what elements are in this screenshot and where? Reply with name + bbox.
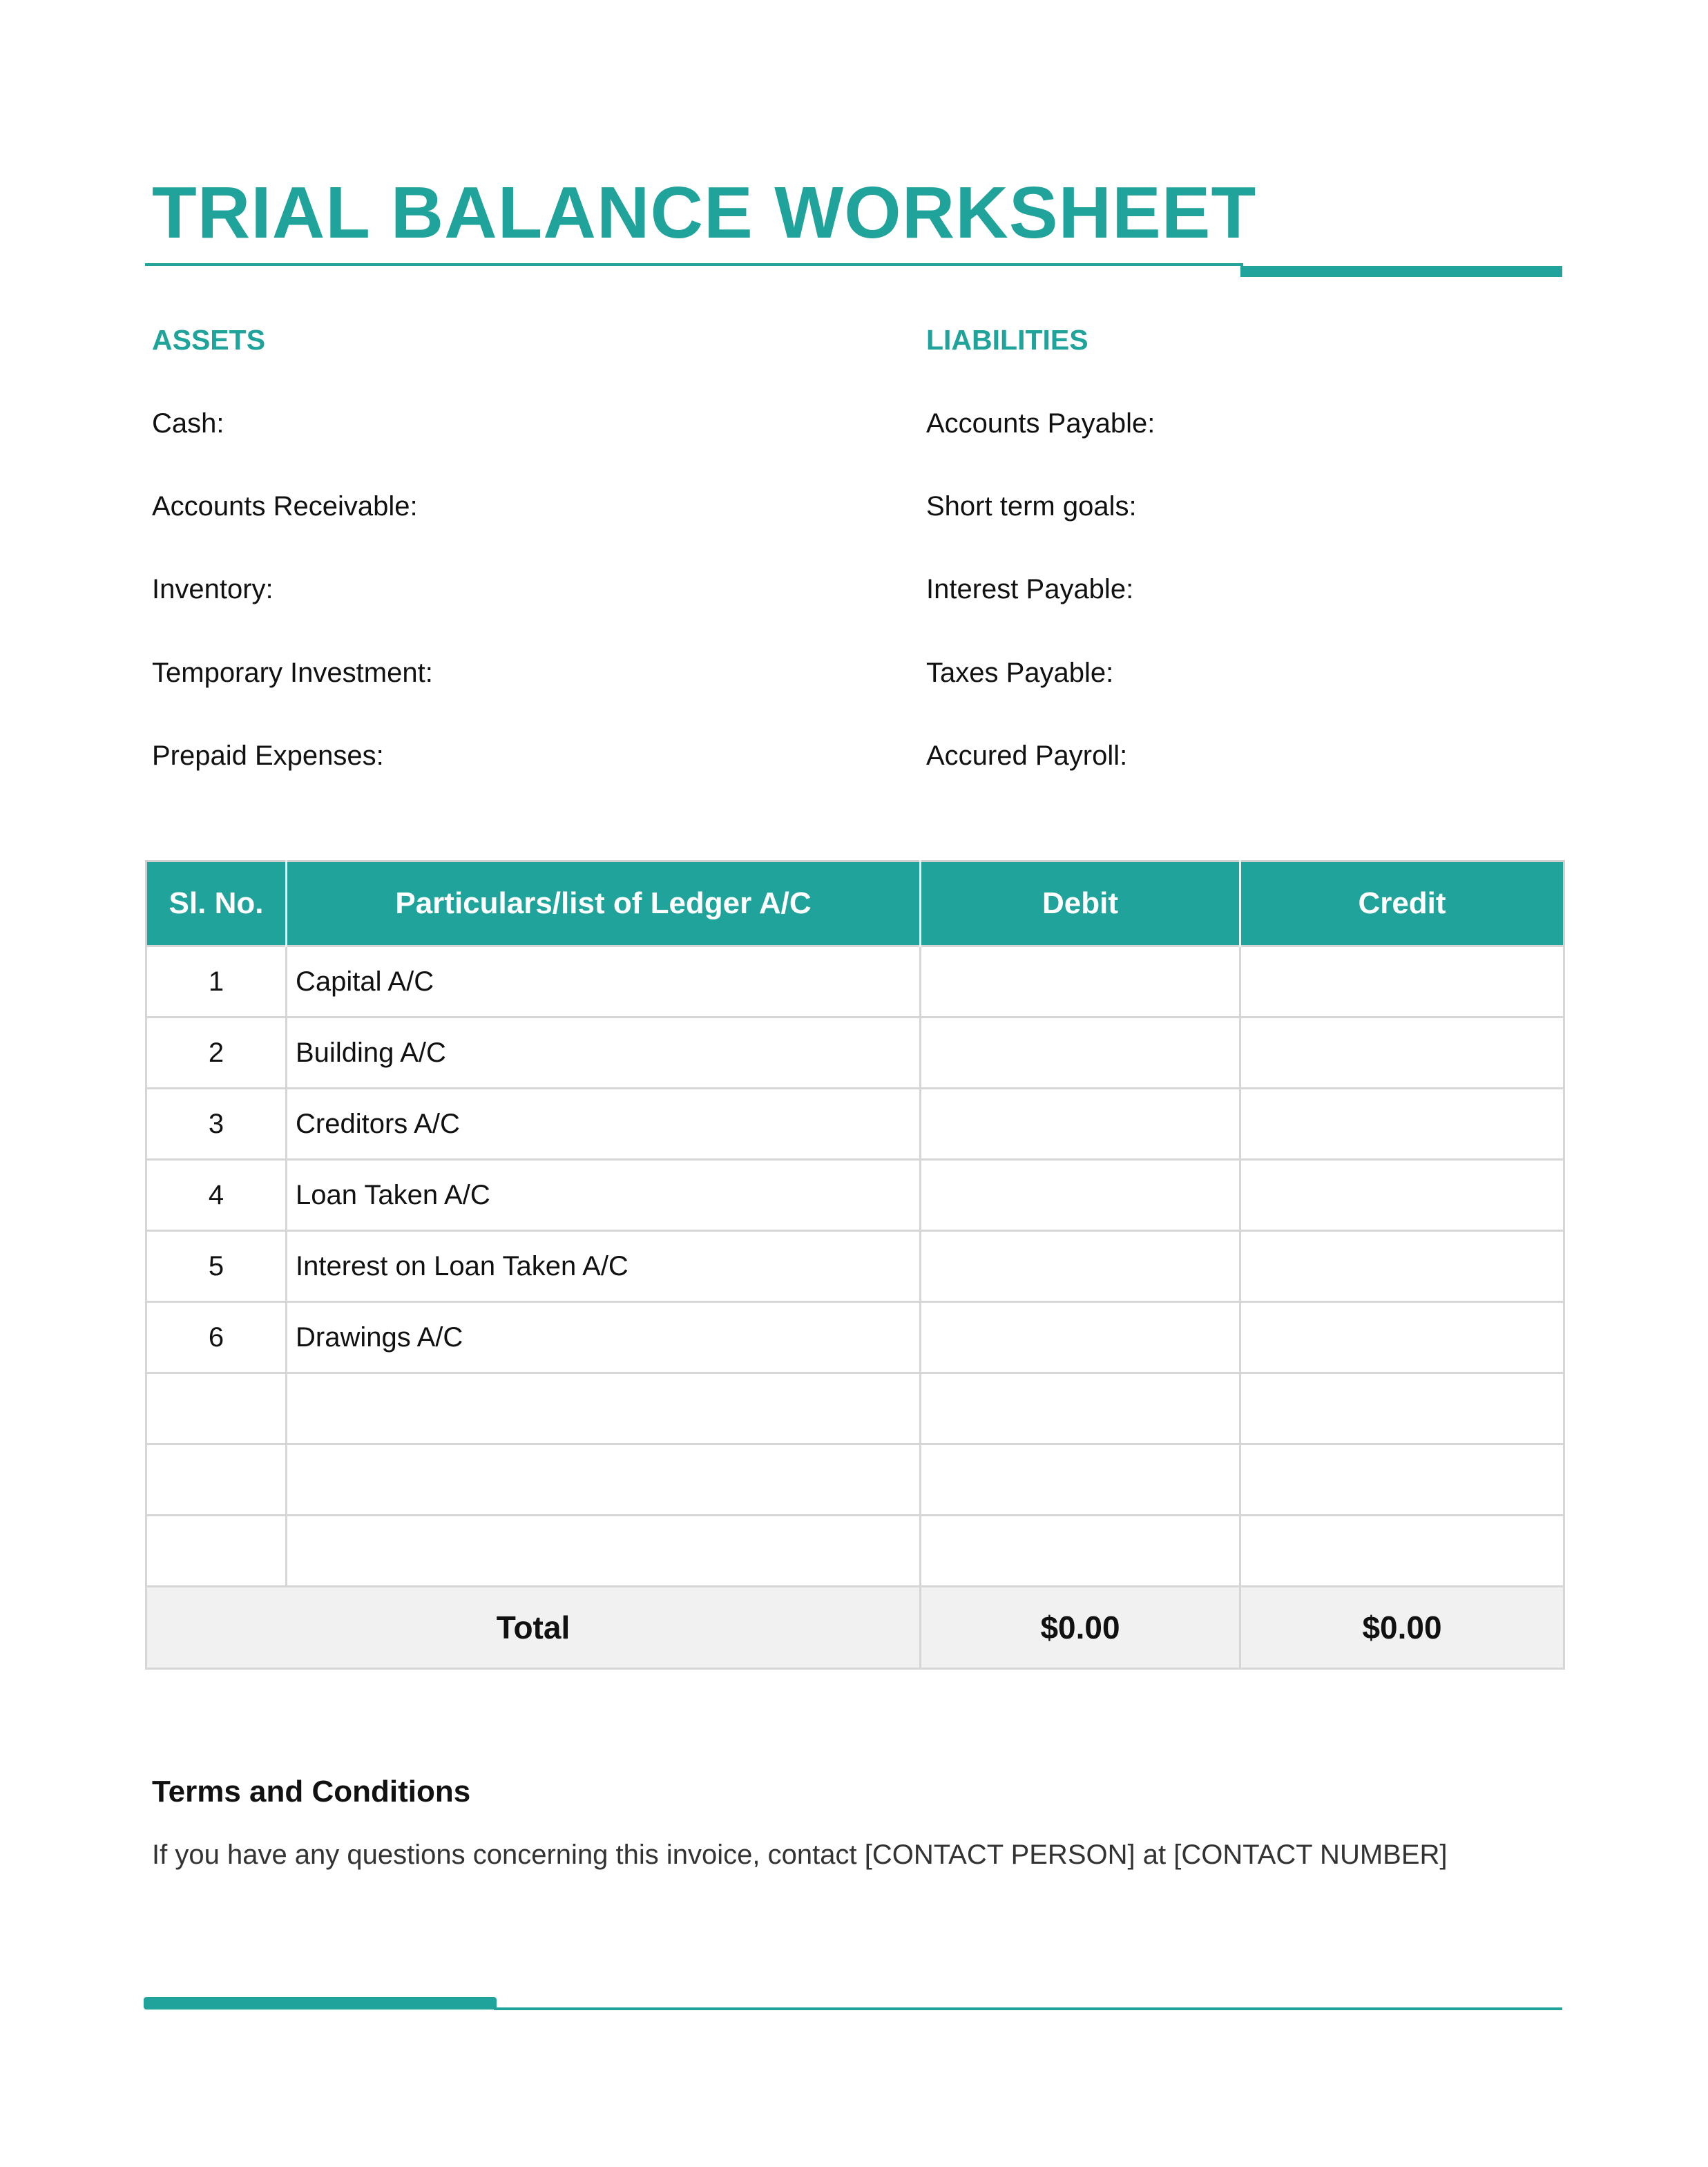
row-debit[interactable]	[921, 1018, 1240, 1089]
table-row	[146, 1373, 1564, 1444]
row-sl-no: 4	[146, 1160, 287, 1231]
table-header-row	[146, 861, 1564, 946]
header-particulars: Particulars/list of Ledger A/C	[287, 861, 921, 946]
row-credit[interactable]	[1240, 1373, 1564, 1444]
header-accent-bar	[1240, 266, 1562, 277]
liability-field-taxes-payable: Taxes Payable:	[926, 658, 1114, 688]
total-row	[146, 1587, 1564, 1669]
total-debit: $0.00	[921, 1587, 1240, 1669]
row-credit[interactable]	[1240, 1231, 1564, 1302]
row-debit[interactable]	[921, 1373, 1240, 1444]
row-particular[interactable]	[287, 1444, 921, 1516]
row-debit[interactable]	[921, 946, 1240, 1018]
liability-field-accounts-payable: Accounts Payable:	[926, 408, 1155, 439]
table-row	[146, 1516, 1564, 1587]
row-debit[interactable]	[921, 1516, 1240, 1587]
table-row	[146, 1089, 1564, 1160]
table-row	[146, 1160, 1564, 1231]
row-particular[interactable]: Building A/C	[287, 1018, 921, 1089]
row-particular[interactable]: Creditors A/C	[287, 1089, 921, 1160]
liability-field-interest-payable: Interest Payable:	[926, 574, 1134, 604]
asset-field-accounts-receivable: Accounts Receivable:	[152, 491, 418, 522]
table-row	[146, 946, 1564, 1018]
row-sl-no: 1	[146, 946, 287, 1018]
asset-field-cash: Cash:	[152, 408, 224, 439]
row-particular[interactable]	[287, 1373, 921, 1444]
header-credit: Credit	[1240, 861, 1564, 946]
footer-accent-bar	[144, 1997, 497, 2010]
row-debit[interactable]	[921, 1231, 1240, 1302]
liabilities-heading: LIABILITIES	[926, 324, 1088, 356]
row-credit[interactable]	[1240, 1160, 1564, 1231]
row-sl-no: 3	[146, 1089, 287, 1160]
row-sl-no: 6	[146, 1302, 287, 1373]
row-particular[interactable]: Capital A/C	[287, 946, 921, 1018]
header-debit: Debit	[921, 861, 1240, 946]
row-particular[interactable]: Loan Taken A/C	[287, 1160, 921, 1231]
assets-heading: ASSETS	[152, 324, 266, 356]
row-credit[interactable]	[1240, 1302, 1564, 1373]
row-sl-no[interactable]	[146, 1444, 287, 1516]
terms-text: If you have any questions concerning this invoice, contact [CONTACT PERSON] at [CONTACT NUMBER]	[152, 1840, 1448, 1870]
row-debit[interactable]	[921, 1160, 1240, 1231]
row-debit[interactable]	[921, 1444, 1240, 1516]
row-particular[interactable]: Drawings A/C	[287, 1302, 921, 1373]
terms-heading: Terms and Conditions	[152, 1775, 471, 1808]
asset-field-prepaid-expenses: Prepaid Expenses:	[152, 741, 384, 771]
header-sl-no: Sl. No.	[146, 861, 287, 946]
row-sl-no[interactable]	[146, 1516, 287, 1587]
row-debit[interactable]	[921, 1302, 1240, 1373]
row-particular[interactable]	[287, 1516, 921, 1587]
table-row	[146, 1231, 1564, 1302]
page-title: TRIAL BALANCE WORKSHEET	[152, 172, 1257, 254]
row-credit[interactable]	[1240, 1018, 1564, 1089]
ledger-table	[145, 860, 1565, 1670]
row-credit[interactable]	[1240, 946, 1564, 1018]
row-credit[interactable]	[1240, 1516, 1564, 1587]
liability-field-short-term-goals: Short term goals:	[926, 491, 1137, 522]
footer-rule	[494, 2007, 1562, 2010]
asset-field-inventory: Inventory:	[152, 574, 274, 604]
asset-field-temporary-investment: Temporary Investment:	[152, 658, 433, 688]
total-credit: $0.00	[1240, 1587, 1564, 1669]
table-row	[146, 1302, 1564, 1373]
header-rule	[145, 263, 1243, 266]
row-sl-no[interactable]	[146, 1373, 287, 1444]
row-sl-no: 5	[146, 1231, 287, 1302]
liability-field-accured-payroll: Accured Payroll:	[926, 741, 1128, 771]
row-sl-no: 2	[146, 1018, 287, 1089]
row-debit[interactable]	[921, 1089, 1240, 1160]
row-credit[interactable]	[1240, 1444, 1564, 1516]
row-particular[interactable]: Interest on Loan Taken A/C	[287, 1231, 921, 1302]
total-label: Total	[146, 1587, 921, 1669]
table-row	[146, 1018, 1564, 1089]
row-credit[interactable]	[1240, 1089, 1564, 1160]
table-row	[146, 1444, 1564, 1516]
